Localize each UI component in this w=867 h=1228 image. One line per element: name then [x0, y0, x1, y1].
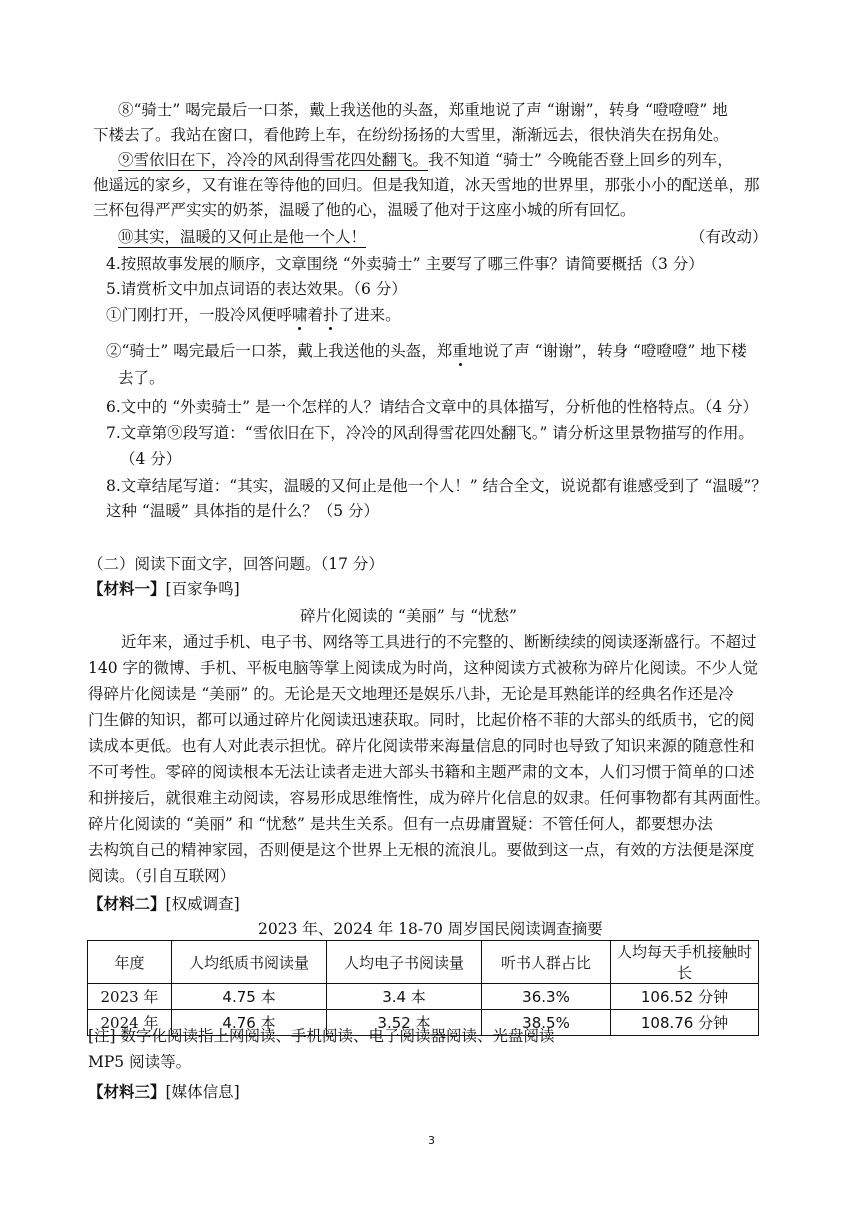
table-cell: 108.76 分钟 [611, 1010, 759, 1036]
question-6: 6.文中的 “外卖骑士” 是一个怎样的人？请结合文章中的具体描写，分析他的性格特点。（4 分） [106, 398, 759, 416]
paragraph-8-line-2: 下楼去了。我站在窗口，看他跨上车，在纷纷扬扬的大雪里，渐渐远去，很快消失在拐角处。 [93, 126, 729, 144]
question-5: 5.请赏析文中加点词语的表达效果。（6 分） [106, 280, 407, 298]
table-title: 2023 年、2024 年 18-70 周岁国民阅读调查摘要 [258, 920, 603, 938]
table-note-line-1: [注] 数字化阅读指上网阅读、手机阅读、电子阅读器阅读、光盘阅读 [88, 1027, 555, 1045]
material-label: 【材料二】 [88, 894, 166, 913]
item-text: ②“骑士” 喝完最后一口茶，戴上我送他的头盔，郑 [106, 342, 453, 360]
question-7-line-1: 7.文章第⑨段写道：“雪依旧在下，冷冷的风刮得雪花四处翻飞。” 请分析这里景物描写的作用。 [106, 424, 754, 442]
table-cell: 3.4 本 [327, 984, 482, 1010]
source-note: （有改动） [690, 228, 768, 246]
section-heading: （二）阅读下面文字，回答问题。（17 分） [88, 555, 384, 573]
item-text: 了进来。 [338, 306, 401, 324]
article-line: 门生僻的知识，都可以通过碎片化阅读迅速获取。同时，比起价格不菲的大部头的纸质书，它的阅 [88, 711, 755, 729]
paragraph-9-line-3: 三杯包得严严实实的奶茶，温暖了他的心，温暖了他对于这座小城的所有回忆。 [93, 201, 636, 219]
article-title: 碎片化阅读的 “美丽” 与 “忧愁” [300, 607, 517, 625]
article-line: 不可考性。零碎的阅读根本无法让读者走进大部头书籍和主题严肃的文本，人们习惯于简单的口述 [88, 763, 755, 781]
table-cell: 3.52 本 [327, 1010, 482, 1036]
paragraph-9-text: 我不知道 “骑士” 今晚能否登上回乡的列车， [428, 151, 733, 169]
item-text: ①门刚打开，一股冷风便呼 [106, 306, 293, 324]
table-header-cell: 人均电子书阅读量 [327, 941, 482, 984]
question-8-line-1: 8.文章结尾写道：“其实，温暖的又何止是他一个人！” 结合全文，说说都有谁感受到了 “温暖”？ [106, 477, 767, 495]
question-7-line-2: （4 分） [120, 450, 182, 468]
table-header-cell: 年度 [88, 941, 172, 984]
article-line: 碎片化阅读的 “美丽” 和 “忧愁” 是共生关系。但有一点毋庸置疑：不管任何人，都要想办法 [88, 815, 713, 833]
table-cell: 4.75 本 [172, 984, 327, 1010]
material-tag: [媒体信息] [165, 1083, 240, 1101]
material-label: 【材料三】 [88, 1082, 166, 1101]
dotted-word: 重 [452, 342, 468, 360]
material-tag: [权威调查] [165, 895, 240, 913]
dotted-word: 扑 [323, 306, 339, 324]
material-tag: [百家争鸣] [165, 580, 240, 598]
paragraph-9-line-1 [118, 149, 733, 171]
article-line: 和拼接后，就很难主动阅读，容易形成思维惰性，成为碎片化信息的奴隶。任何事物都有其两面性。 [88, 789, 771, 807]
material-3-label [88, 1081, 240, 1103]
table-header-cell: 人均每天手机接触时长 [611, 941, 759, 984]
material-1-label [88, 578, 240, 600]
underlined-sentence: ⑩其实，温暖的又何止是他一个人！ [118, 228, 367, 246]
table-note-line-2: MP5 阅读等。 [88, 1053, 192, 1071]
table-cell: 38.5% [482, 1010, 611, 1036]
table-header-cell: 听书人群占比 [482, 941, 611, 984]
table-cell: 36.3% [482, 984, 611, 1010]
article-line: 140 字的微博、手机、平板电脑等掌上阅读成为时尚，这种阅读方式被称为碎片化阅读。不少人觉 [88, 659, 759, 677]
table-cell: 4.76 本 [172, 1010, 327, 1036]
dotted-word: 啸 [292, 306, 308, 324]
question-5-item-1 [106, 304, 401, 326]
reading-survey-table [87, 940, 759, 1036]
underlined-sentence: ⑨雪依旧在下，冷冷的风刮得雪花四处翻飞。 [118, 151, 429, 169]
table-header-cell: 人均纸质书阅读量 [172, 941, 327, 984]
paragraph-9-line-2: 他遥远的家乡，又有谁在等待他的回归。但是我知道，冰天雪地的世界里，那张小小的配送单，那 [93, 176, 760, 194]
article-line: 近年来，通过手机、电子书、网络等工具进行的不完整的、断断续续的阅读逐渐盛行。不超过 [121, 633, 757, 651]
article-line: 读成本更低。也有人对此表示担忧。碎片化阅读带来海量信息的同时也导致了知识来源的随意性和 [88, 737, 755, 755]
question-4: 4.按照故事发展的顺序，文章围绕 “外卖骑士” 主要写了哪三件事？请简要概括（3 分） [106, 255, 704, 273]
table-header-row [88, 941, 759, 984]
paragraph-8-line-1: ⑧“骑士” 喝完最后一口茶，戴上我送他的头盔，郑重地说了声 “谢谢”，转身 “噔噔噔” 地 [118, 101, 728, 119]
paragraph-10 [118, 226, 366, 248]
article-line: 去构筑自己的精神家园，否则便是这个世界上无根的流浪儿。要做到这一点，有效的方法便是深度 [88, 841, 755, 859]
article-line: 阅读。（引自互联网） [88, 867, 236, 885]
question-5-item-2 [106, 340, 747, 362]
table-cell: 106.52 分钟 [611, 984, 759, 1010]
item-text: 地说了声 “谢谢”，转身 “噔噔噔” 地下楼 [467, 342, 747, 360]
article-line: 得碎片化阅读是 “美丽” 的。无论是天文地理还是娱乐八卦，无论是耳熟能详的经典名作还是冷 [88, 685, 734, 703]
page-number: 3 [428, 1134, 435, 1147]
material-label: 【材料一】 [88, 579, 166, 598]
table-cell: 2023 年 [88, 984, 172, 1010]
material-2-label [88, 893, 240, 915]
table-cell: 2024 年 [88, 1010, 172, 1036]
item-text: 着 [307, 306, 324, 324]
question-5-item-2-line-2: 去了。 [118, 369, 165, 387]
question-8-line-2: 这种 “温暖” 具体指的是什么？（5 分） [106, 502, 379, 520]
table-row [88, 984, 759, 1010]
